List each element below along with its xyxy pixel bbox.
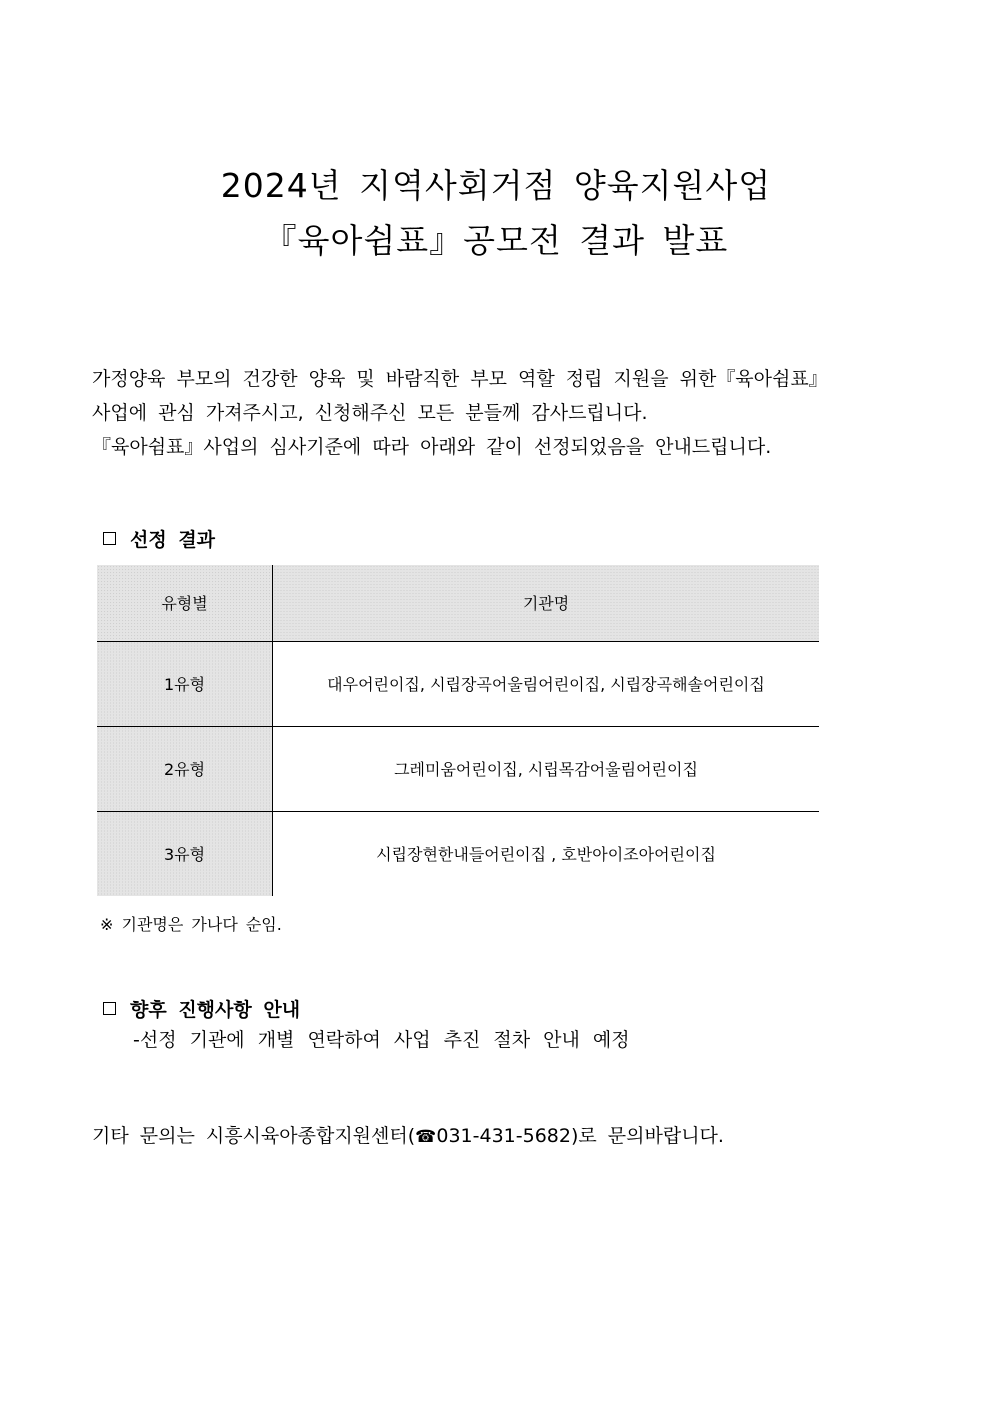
checkbox-square-icon (103, 1002, 116, 1015)
intro-line: 사업에 관심 가져주시고, 신청해주신 모든 분들께 감사드립니다. (92, 402, 648, 424)
institution-cell: 시립장현한내들어린이집 , 호반아이조아어린이집 (376, 845, 716, 865)
phone-icon: ☎ (415, 1127, 437, 1147)
closing-contact (92, 1121, 724, 1148)
next-steps-heading (103, 995, 300, 1022)
table-row (97, 726, 819, 811)
checkbox-square-icon (103, 532, 116, 545)
column-header-institution: 기관명 (273, 565, 820, 641)
page-title-line2: 『육아쉼표』공모전 결과 발표 (263, 221, 729, 260)
table-row (97, 811, 819, 896)
table-header-row (97, 565, 819, 641)
page-title-line1: 2024년 지역사회거점 양육지원사업 (220, 166, 772, 205)
institution-cell: 그레미움어린이집, 시립목감어울림어린이집 (394, 760, 698, 779)
intro-line: 『육아쉼표』사업의 심사기준에 따라 아래와 같이 선정되었음을 안내드립니다. (92, 436, 772, 458)
selection-table (97, 565, 819, 896)
type-cell: 2유형 (97, 726, 273, 811)
selection-heading-label: 선정 결과 (130, 529, 216, 551)
table-row (97, 641, 819, 726)
closing-text-after: )로 문의바랍니다. (570, 1125, 724, 1147)
closing-text-before: 기타 문의는 시흥시육아종합지원센터( (92, 1125, 416, 1147)
selection-heading (103, 525, 215, 552)
next-steps-detail: -선정 기관에 개별 연락하여 사업 추진 절차 안내 예정 (133, 1029, 630, 1051)
type-cell: 1유형 (97, 641, 273, 726)
phone-number: 031-431-5682 (436, 1125, 571, 1147)
intro-paragraph (92, 362, 902, 464)
institution-cell: 대우어린이집, 시립장곡어울림어린이집, 시립장곡해솔어린이집 (327, 675, 765, 694)
column-header-type: 유형별 (97, 565, 273, 641)
table-note: ※ 기관명은 가나다 순임. (100, 915, 282, 934)
type-cell: 3유형 (97, 811, 273, 896)
next-steps-heading-label: 향후 진행사항 안내 (130, 999, 301, 1021)
intro-line: 가정양육 부모의 건강한 양육 및 바람직한 부모 역할 정립 지원을 위한『육아쉼표』 (92, 368, 828, 390)
